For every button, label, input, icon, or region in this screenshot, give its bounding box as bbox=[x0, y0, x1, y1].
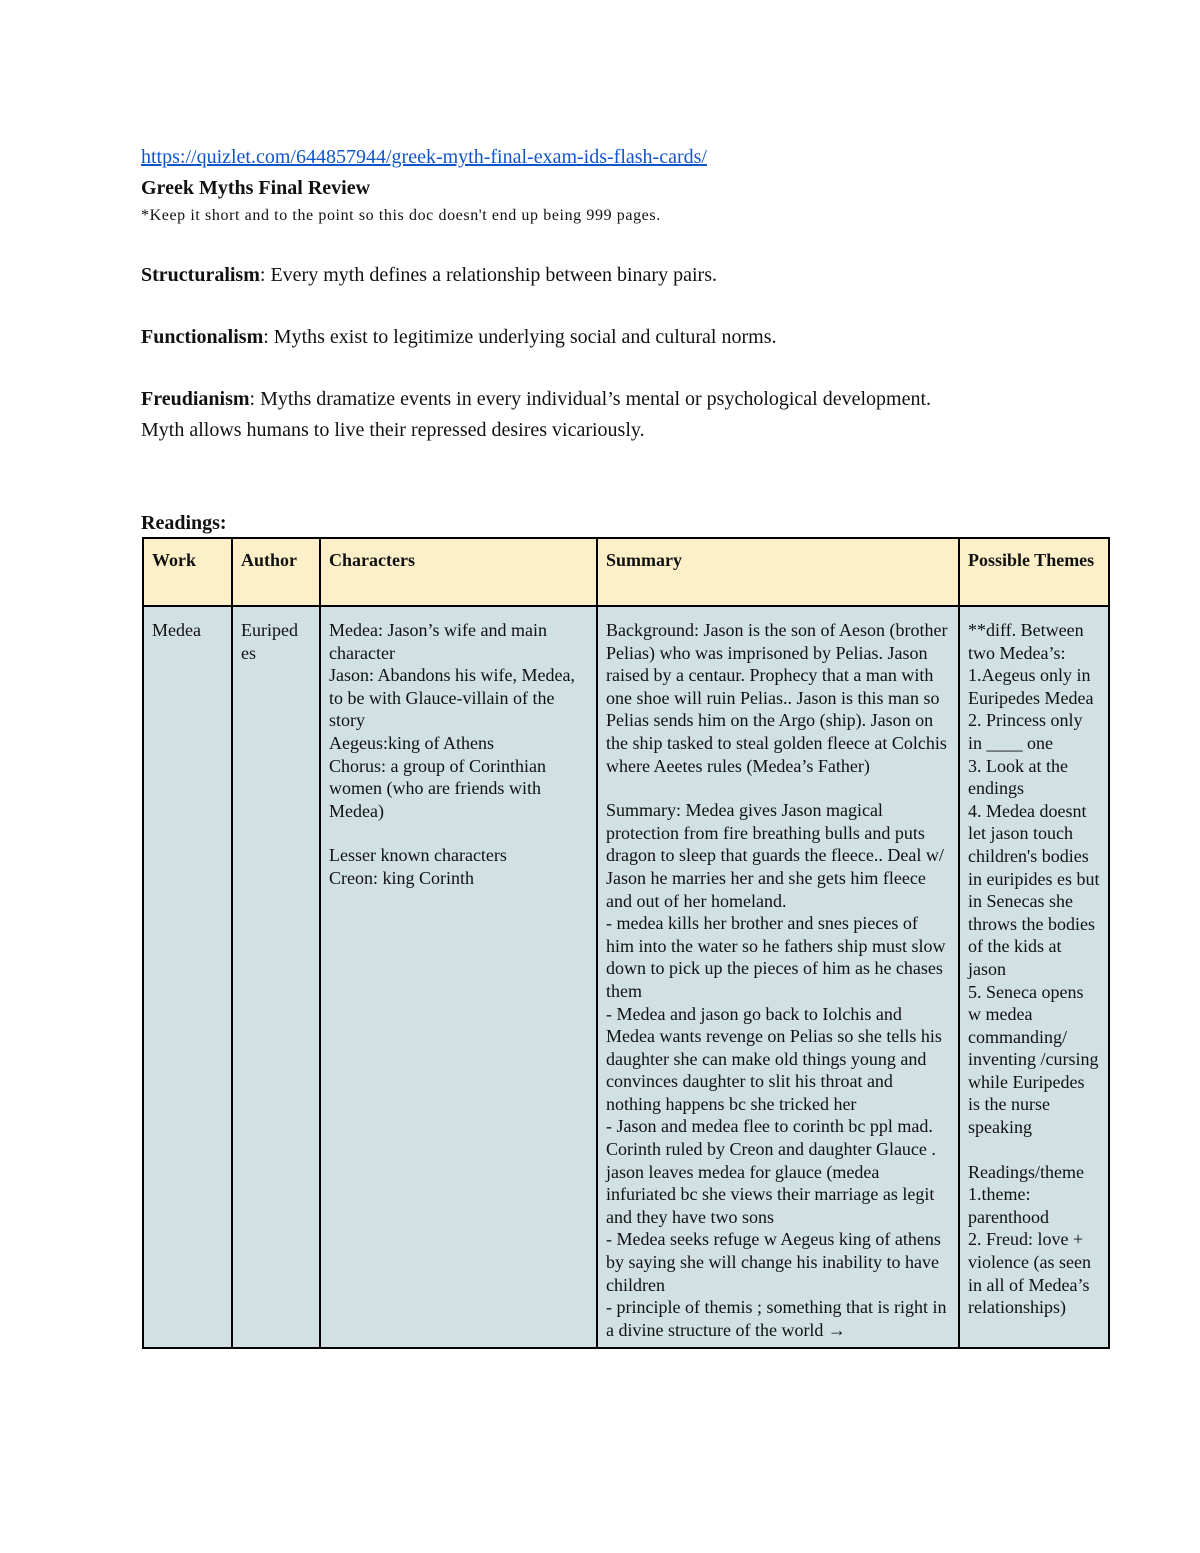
header-work: Work bbox=[143, 538, 232, 606]
table-header-row bbox=[143, 538, 1109, 606]
summary-paragraph: - Jason and medea flee to corinth bc ppl mad. Corinth ruled by Creon and daughter Glauce . jason leaves medea for glauce (medea infuriated bc she views their marriage as legit and they have two sons bbox=[606, 1116, 941, 1227]
header-possible-themes: Possible Themes bbox=[959, 538, 1109, 606]
theme-line: 3. Look at the endings bbox=[968, 755, 1073, 799]
work-text: Medea bbox=[152, 620, 201, 640]
definition-freudianism bbox=[141, 384, 961, 446]
definition-functionalism bbox=[141, 322, 961, 353]
definition-term: Structuralism bbox=[141, 264, 260, 286]
cell-characters bbox=[320, 606, 597, 1348]
quizlet-link[interactable]: https://quizlet.com/644857944/greek-myth-final-exam-ids-flash-cards/ bbox=[141, 146, 707, 168]
character-line: Chorus: a group of Corinthian women (who are friends with Medea) bbox=[329, 755, 551, 821]
theme-line: 1.Aegeus only in Euripedes Medea 2. Princess only in ____ one bbox=[968, 665, 1098, 753]
theme-line: 5. Seneca opens w medea commanding/ inventing /cursing while Euripedes is the nurse speaking bbox=[968, 981, 1108, 1138]
character-line: Aegeus:king of Athens bbox=[329, 732, 494, 753]
theme-line: Readings/theme bbox=[968, 1161, 1084, 1182]
note-text: *Keep it short and to the point so this doc doesn't end up being 999 pages. bbox=[141, 207, 661, 224]
cell-possible-themes bbox=[959, 606, 1109, 1348]
definition-text: : Every myth defines a relationship between binary pairs. bbox=[259, 264, 717, 286]
spacer bbox=[606, 777, 950, 799]
summary-paragraph: Summary: Medea gives Jason magical protection from fire breathing bulls and puts dragon to sleep that guards the fleece.. Deal w/ Jason he marries her and she gets him fleece and out of her homeland. bbox=[606, 800, 949, 911]
character-line: Lesser known characters bbox=[329, 845, 507, 866]
spacer bbox=[968, 1139, 1100, 1161]
definition-structuralism bbox=[141, 260, 961, 291]
cell-author bbox=[232, 606, 320, 1348]
summary-paragraph: - Medea seeks refuge w Aegeus king of athens by saying she will change his inability to have children bbox=[606, 1229, 946, 1295]
spacer bbox=[329, 822, 588, 844]
theme-line: 2. Freud: love + violence (as seen in all of Medea’s relationships) bbox=[968, 1229, 1096, 1318]
character-line: Medea: Jason’s wife and main character bbox=[329, 620, 552, 663]
summary-paragraph: - medea kills her brother and snes pieces of him into the water so he fathers ship must slow down to pick up the pieces of him as he chases them bbox=[606, 913, 950, 1001]
summary-paragraph: - principle of themis ; something that is right in a divine structure of the world → bbox=[606, 1297, 951, 1340]
page-title: Greek Myths Final Review bbox=[141, 177, 371, 199]
definition-term: Functionalism bbox=[141, 326, 264, 348]
readings-table bbox=[142, 537, 1110, 1349]
header-author: Author bbox=[232, 538, 320, 606]
definition-text: : Myths exist to legitimize underlying social and cultural norms. bbox=[263, 326, 777, 348]
cell-summary bbox=[597, 606, 959, 1348]
definition-text: : Myths dramatize events in every individual’s mental or psychological development. Myth allows humans to live their repressed desires vicariously. bbox=[141, 388, 932, 441]
definition-term: Freudianism bbox=[141, 388, 250, 410]
cell-work bbox=[143, 606, 232, 1348]
summary-paragraph: - Medea and jason go back to Iolchis and Medea wants revenge on Pelias so she tells his daughter she can make old things young and convinces daughter to slit his throat and nothing happens bc she tricked her bbox=[606, 1003, 947, 1114]
readings-heading: Readings: bbox=[141, 512, 227, 534]
character-line: Creon: king Corinth bbox=[329, 867, 474, 888]
theme-line: 4. Medea doesnt let jason touch children's bodies in euripides es but in Senecas she throws the bodies of the kids at jason bbox=[968, 800, 1104, 979]
theme-line: **diff. Between two Medea’s: bbox=[968, 620, 1089, 663]
author-line: es bbox=[241, 642, 256, 663]
header-summary: Summary bbox=[597, 538, 959, 606]
summary-paragraph: Background: Jason is the son of Aeson (brother Pelias) who was imprisoned by Pelias. Jason raised by a centaur. Prophecy that a man with one shoe will ruin Pelias.. Jason is this man so Pelias sends him on the Argo (ship). Jason on the ship tasked to steal golden fleece at Colchis where Aeetes rules (Medea’s Father) bbox=[606, 620, 952, 776]
table-row bbox=[143, 606, 1109, 1348]
theme-line: 1.theme: parenthood bbox=[968, 1184, 1049, 1227]
character-line: Jason: Abandons his wife, Medea, to be with Glauce-villain of the story bbox=[329, 665, 580, 731]
author-line: Euriped bbox=[241, 620, 298, 640]
header-characters: Characters bbox=[320, 538, 597, 606]
